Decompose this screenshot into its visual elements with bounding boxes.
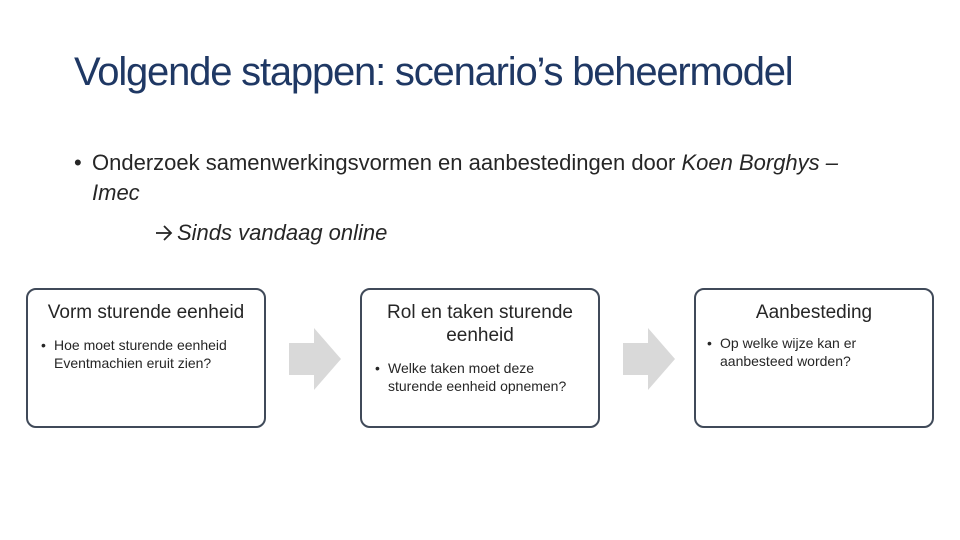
- sub-bullet: [154, 218, 387, 248]
- step-title: Aanbesteding: [755, 302, 873, 323]
- bullet-marker: •: [74, 150, 82, 175]
- step-title: Vorm sturende eenheid: [47, 302, 245, 323]
- bullet-marker: •: [375, 360, 380, 376]
- step-points: [28, 336, 264, 372]
- step-points: [362, 359, 598, 395]
- step-title: Rol en taken sturende eenheid: [387, 302, 573, 346]
- process-arrow-icon: [623, 328, 675, 390]
- slide-title: Volgende stappen: scenario’s beheermodel: [74, 50, 793, 94]
- step-point-text: Welke taken moet deze sturende eenheid opnemen?: [388, 360, 567, 394]
- bullet-author: Koen Borghys – Imec: [92, 150, 839, 205]
- arrow-right-icon: [154, 224, 174, 242]
- bullet-marker: •: [707, 335, 712, 351]
- sub-bullet-text: Sinds vandaag online: [177, 220, 388, 245]
- main-bullet: [74, 148, 874, 208]
- bullet-text: Onderzoek samenwerkingsvormen en aanbestedingen door: [92, 150, 682, 175]
- step-point-text: Op welke wijze kan er aanbesteed worden?: [720, 335, 857, 369]
- step-box-vorm: [26, 288, 266, 428]
- bullet-line: [74, 148, 874, 208]
- step-point: [41, 336, 254, 372]
- process-arrow-icon: [289, 328, 341, 390]
- step-point: [375, 359, 588, 395]
- bullet-marker: •: [41, 337, 46, 353]
- step-box-aanbesteding: [694, 288, 934, 428]
- step-point: [707, 334, 922, 370]
- step-points: [696, 334, 932, 370]
- step-box-rol: [360, 288, 600, 428]
- step-point-text: Hoe moet sturende eenheid Eventmachien eruit zien?: [54, 337, 227, 371]
